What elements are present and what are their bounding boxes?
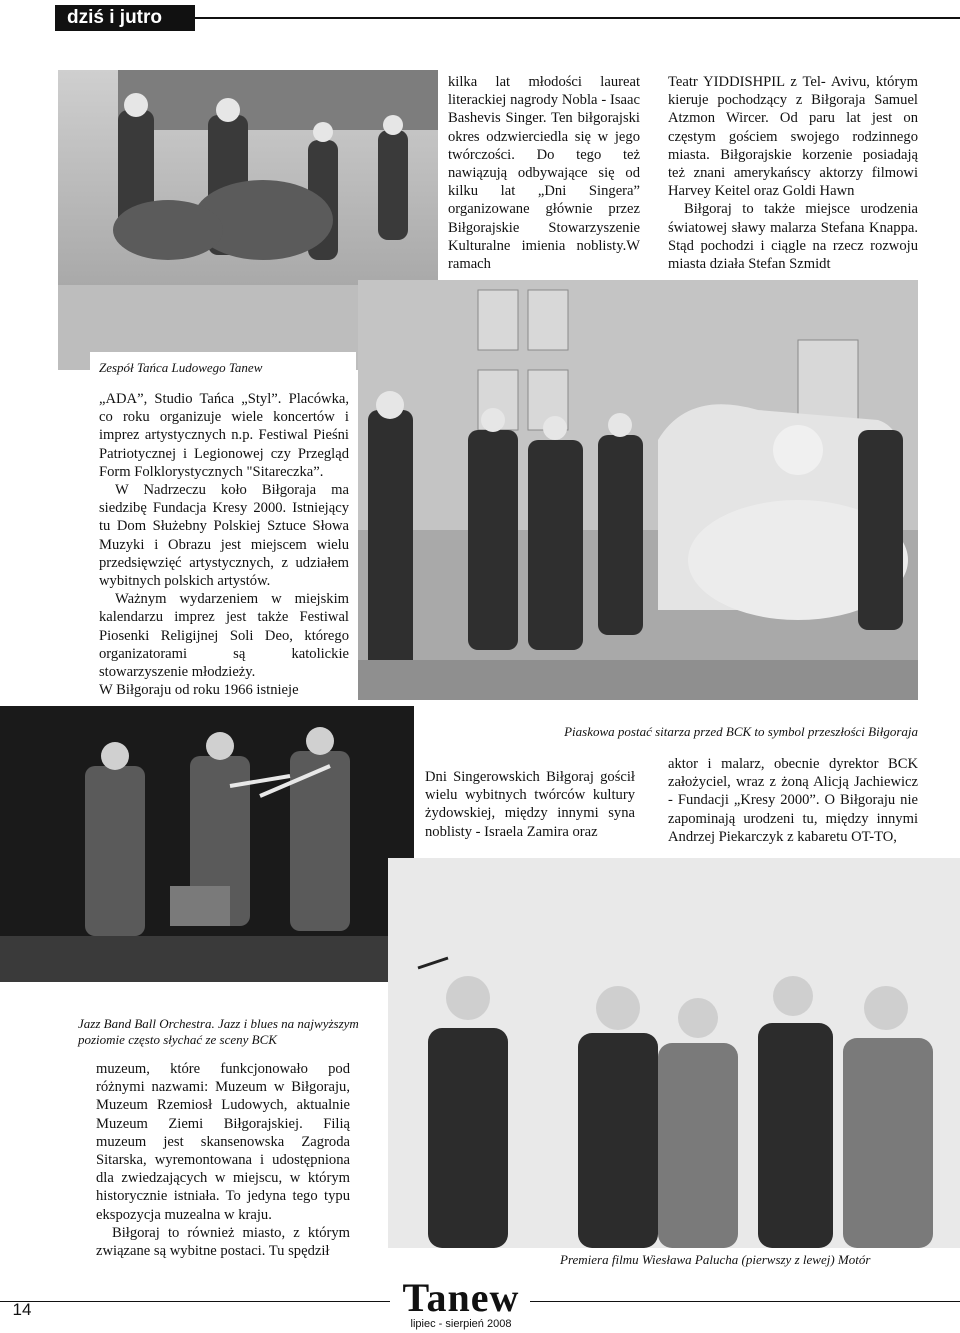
article-paragraph: Ważnym wydarzeniem w miejskim kalendarzu imprez jest także Festiwal Piosenki Religijnej Soli Deo, którego organizatorami są katolickie stowarzyszenie młodzieży.	[99, 591, 349, 681]
caption-film-premiere: Premiera filmu Wiesława Palucha (pierwszy z lewej) Motór	[560, 1252, 871, 1267]
caption-jazz-band: Jazz Band Ball Orchestra. Jazz i blues na najwyższym poziomie często słychać ze sceny BCK	[78, 1016, 359, 1047]
caption-folk-dancers: Zespół Tańca Ludowego Tanew	[99, 360, 263, 375]
article-column-top-middle	[448, 73, 640, 273]
section-tag: dziś i jutro	[55, 5, 195, 31]
photo-film-premiere	[388, 858, 960, 1248]
caption-sand-statue: Piaskowa postać sitarza przed BCK to symbol przeszłości Biłgoraja	[564, 724, 918, 739]
issue-date: lipiec - sierpień 2008	[410, 1318, 512, 1330]
footer-rule-left	[0, 1301, 390, 1302]
article-paragraph: Biłgoraj to również miasto, z którym związane są wybitne postaci. Tu spędził	[96, 1224, 350, 1260]
magazine-logo: Tanew	[402, 1275, 520, 1320]
article-paragraph: muzeum, które funkcjonowało pod różnymi nazwami: Muzeum w Biłgoraju, Muzeum Rzemiosł Ludowych, aktualnie Muzeum Ziemi Biłgorajskiej. Filią muzeum jest skansenowska Zagroda Sitarska, wyremontowana i udostępniona dla zwiedzających w miejscu, w którym historycznie istniała. To jedyna tego typu ekspozycja muzealna w kraju.	[96, 1061, 350, 1223]
article-paragraph: Dni Singerowskich Biłgoraj gościł wielu wybitnych twórców kultury żydowskiej, między innymi syna noblisty - Israela Zamira oraz	[425, 769, 635, 840]
header-rule	[195, 17, 960, 19]
photo-sand-statue	[358, 280, 918, 700]
article-paragraph: W Biłgoraju od roku 1966 istnieje	[99, 682, 299, 699]
article-column-top-right	[668, 73, 918, 273]
article-paragraph: W Nadrzeczu koło Biłgoraja ma siedzibę Fundacja Kresy 2000. Istniejący tu Dom Służebny Polskiej Sztuce Słowa Muzyki i Obrazu jest miejscem wielu przedsięwzięć artystycznych, z udziałem wybitnych polskich artystów.	[99, 482, 349, 590]
article-column-left-middle	[99, 390, 349, 699]
article-column-middle-lower	[425, 768, 635, 841]
article-column-right-lower	[668, 755, 918, 846]
article-paragraph: aktor i malarz, obecnie dyrektor BCK założyciel, wraz z żoną Alicją Jachiewicz - Fundacji „Kresy 2000”. O Biłgoraju nie zapominają urodzeni tu, między innymi Andrzej Piekarczyk z kabaretu OT-TO,	[668, 756, 918, 845]
article-paragraph: kilka lat młodości laureat literackiej nagrody Nobla - Isaac Bashevis Singer. Ten biłgorajski okres odzwierciedla się w jego twórczości. Do tego też nawiązują odbywające się od kilku lat „Dni Singera” organizowane głównie przez Biłgorajskie Stowarzyszenie Kulturalne imienia noblisty.W ramach	[448, 74, 640, 273]
photo-jazz-band	[0, 706, 414, 982]
article-paragraph: „ADA”, Studio Tańca „Styl”. Placówka, co roku organizuje wiele koncertów i imprez artystycznych n.p. Festiwal Pieśni Patriotycznej i Legionowej czy Przegląd Form Folklorystycznych "Sitareczka”.	[99, 391, 349, 480]
footer-rule-right	[530, 1301, 960, 1302]
article-paragraph: Teatr YIDDISHPIL z Tel- Avivu, którym kieruje pochodzący z Biłgoraja Samuel Atzmon Wircer. Od paru lat jest on częstym gościem swojego rodzinnego miasta. Biłgorajskie korzenie posiadają też znani amerykańscy aktorzy filmowi Harvey Keitel oraz Goldi Hawn	[668, 74, 918, 200]
article-paragraph: Biłgoraj to także miejsce urodzenia światowej sławy malarza Stefana Knappa. Stąd pochodzi i ciągle na rzecz rozwoju miasta działa Stefan Szmidt	[668, 201, 918, 273]
article-column-bottom-left	[96, 1060, 350, 1260]
page-number: 14	[12, 1300, 32, 1319]
